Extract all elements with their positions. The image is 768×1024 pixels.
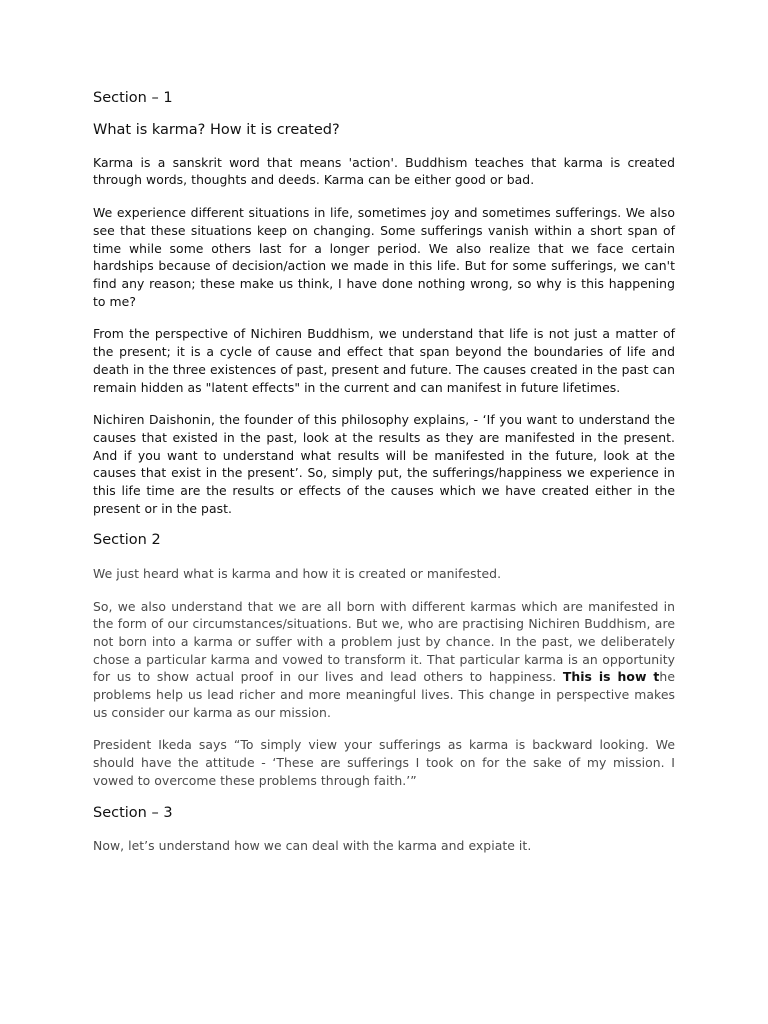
section-1-paragraph-2: We experience different situations in life, sometimes joy and sometimes sufferings. We also see that these situations keep on changing. Some sufferings vanish within a short span of time while some others last for a longer period. We also realize that we face certain hardships because of decision/action we made in this life. But for some sufferings, we can't find any reason; these make us think, I have done nothing wrong, so why is this happening to me? bbox=[93, 205, 675, 309]
document-page bbox=[93, 84, 675, 855]
section-2-paragraph-2-tail: he problems help us lead richer and more meaningful lives. This change in perspective makes us consider our karma as our mission. bbox=[93, 669, 675, 720]
section-1-subtitle: What is karma? How it is created? bbox=[93, 122, 340, 139]
section-3-heading: Section – 3 bbox=[93, 804, 173, 821]
section-1-paragraph-1: Karma is a sanskrit word that means 'action'. Buddhism teaches that karma is created through words, thoughts and deeds. Karma can be either good or bad. bbox=[93, 154, 675, 188]
section-2-paragraph-2-main: So, we also understand that we are all born with different karmas which are manifested in the form of our circumstances/situations. But we, who are practising Nichiren Buddhism, are not born into a karma or suffer with a problem just by chance. In the past, we deliberately chose a particular karma and vowed to transform it. That particular karma is an opportunity for us to show actual proof in our lives and lead others to happiness. bbox=[93, 598, 675, 685]
section-1-paragraph-3: From the perspective of Nichiren Buddhism, we understand that life is not just a matter of the present; it is a cycle of cause and effect that span beyond the boundaries of life and death in the three existences of past, present and future. The causes created in the past can remain hidden as "latent effects" in the current and can manifest in future lifetimes. bbox=[93, 326, 675, 395]
section-1-paragraph-4: Nichiren Daishonin, the founder of this philosophy explains, - ‘If you want to understand the causes that existed in the past, look at the results as they are manifested in the present. And if you want to understand what results will be manifested in the future, look at the causes that exist in the present’. So, simply put, the sufferings/happiness we experience in this life time are the results or effects of the causes which we have created either in the present or in the past. bbox=[93, 412, 675, 516]
section-1-heading: Section – 1 bbox=[93, 90, 173, 106]
section-3-paragraph-1: Now, let’s understand how we can deal with the karma and expiate it. bbox=[93, 837, 532, 853]
section-2-bold-text: This is how t bbox=[562, 669, 660, 685]
section-2-paragraph-1: We just heard what is karma and how it is created or manifested. bbox=[93, 565, 502, 581]
section-2-paragraph-2 bbox=[93, 598, 675, 722]
section-2-heading: Section 2 bbox=[93, 532, 161, 549]
section-2-paragraph-3: President Ikeda says “To simply view your sufferings as karma is backward looking. We should have the attitude - ‘These are sufferings I took on for the sake of my mission. I vowed to overcome these problems through faith.’” bbox=[93, 737, 675, 788]
